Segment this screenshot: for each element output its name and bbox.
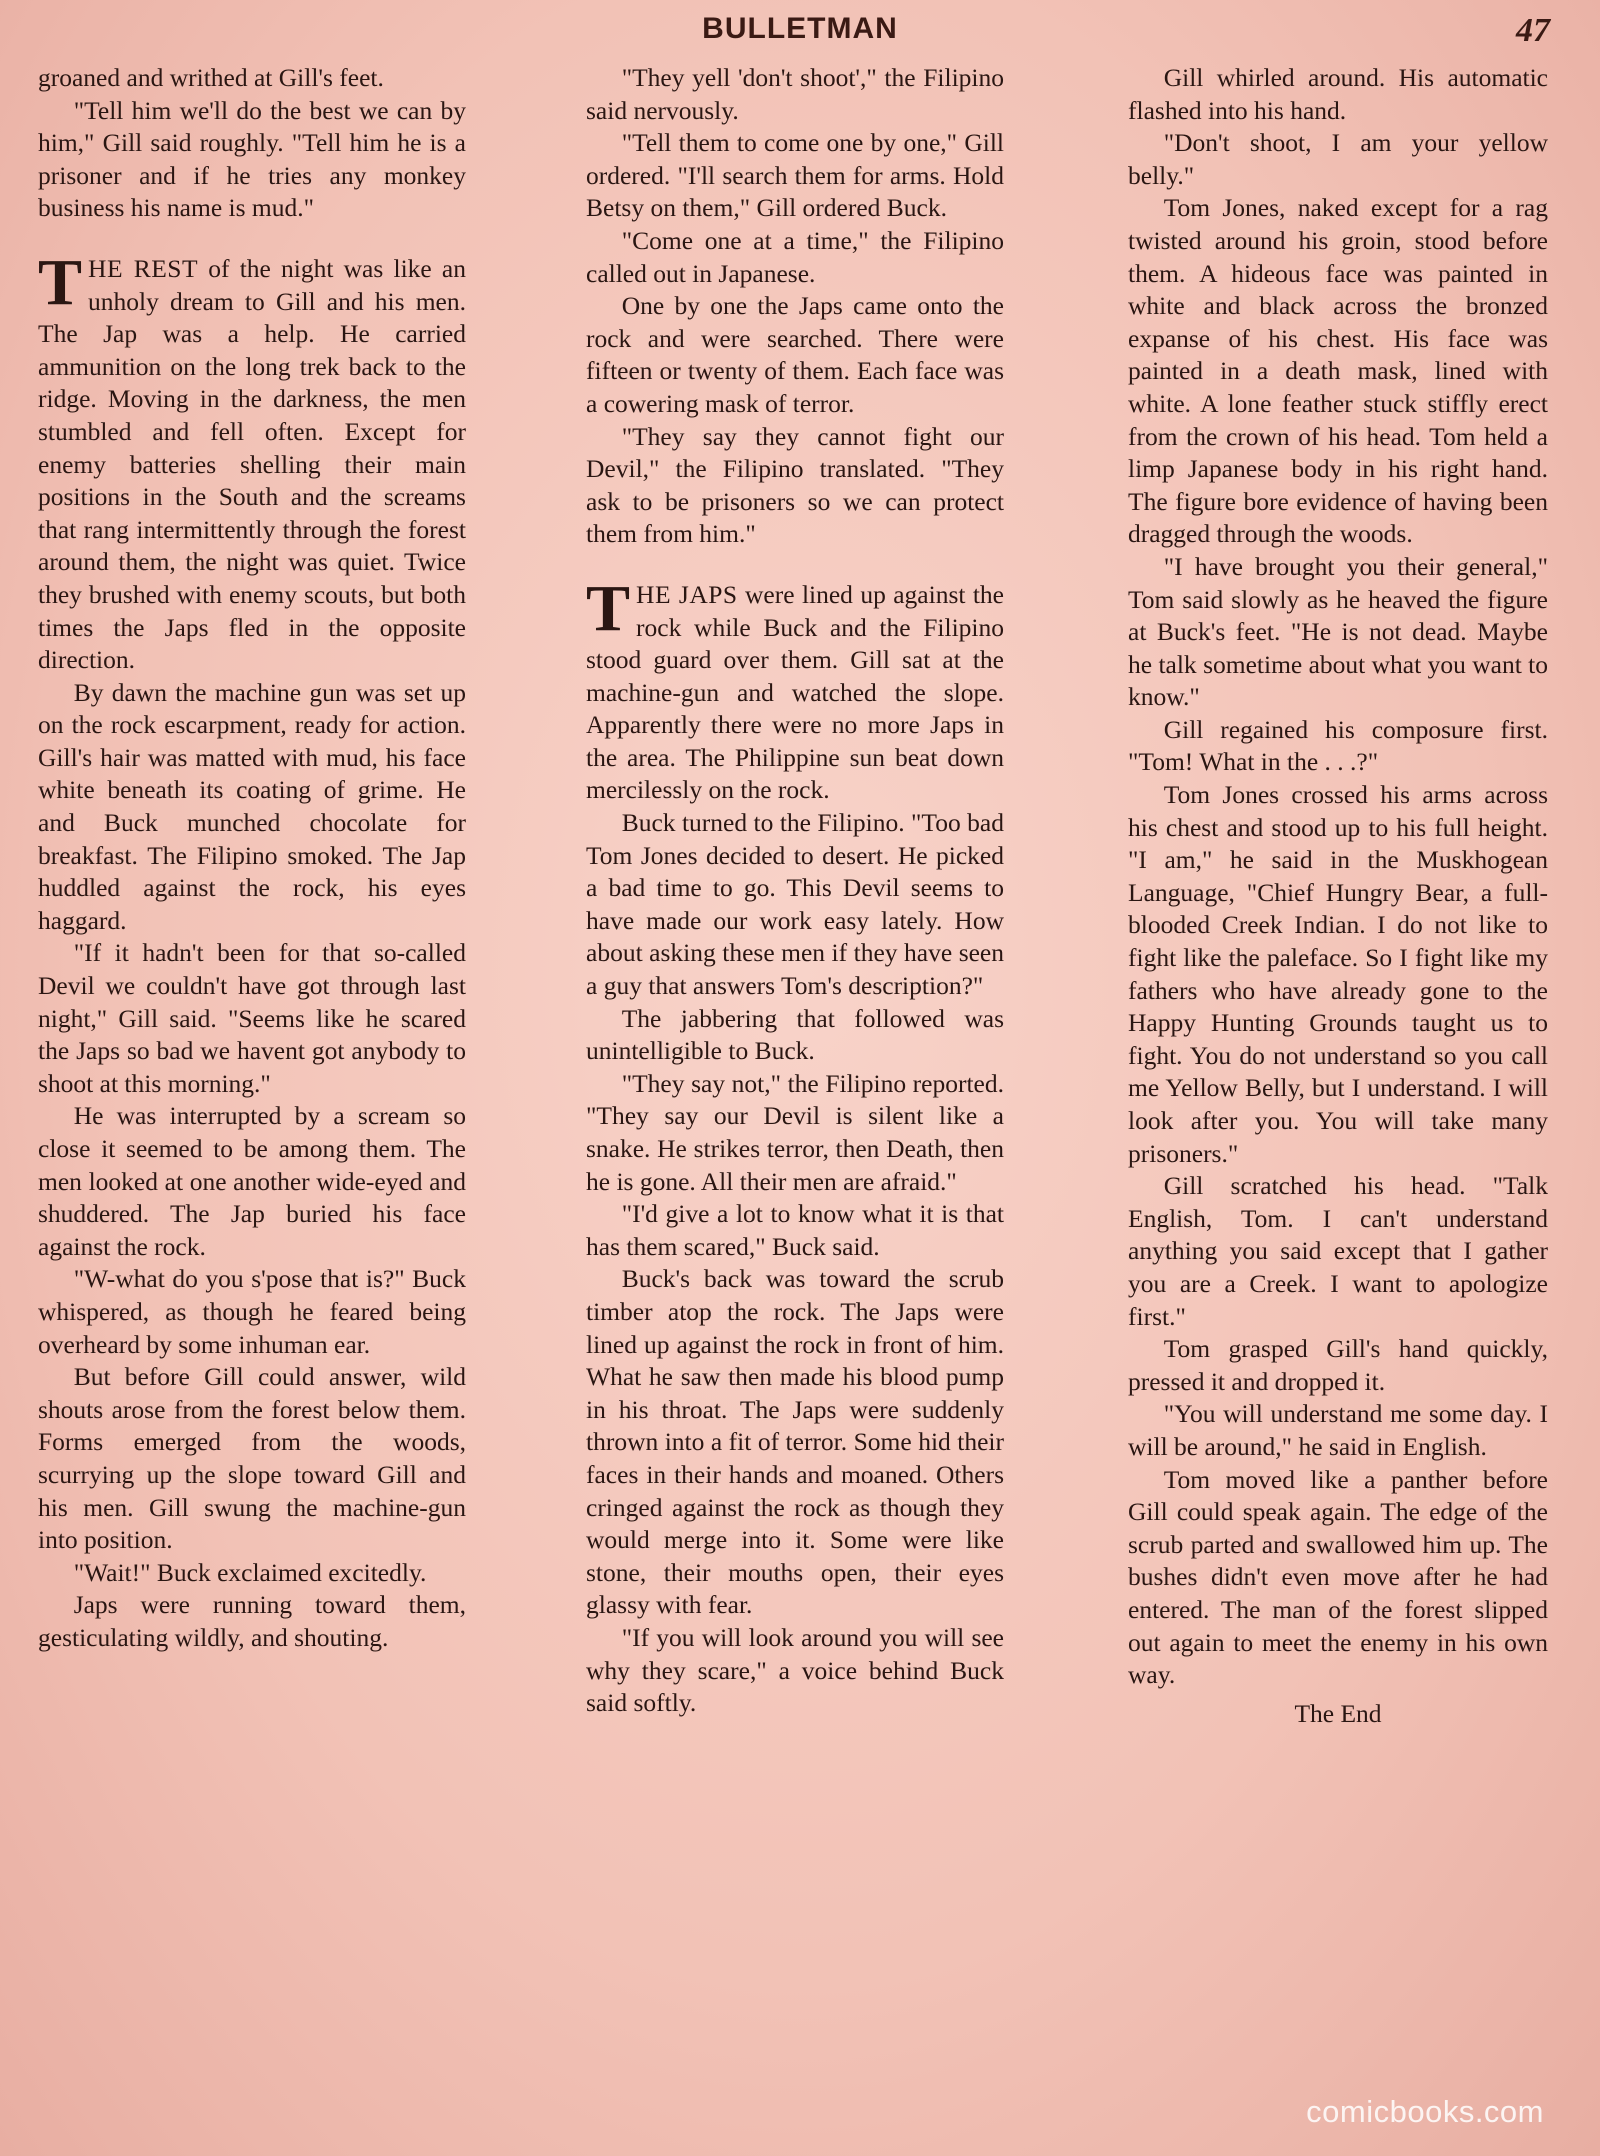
text-column-3 bbox=[1128, 62, 1548, 1730]
paragraph: Japs were running toward them, gesticulating wildly, and shouting. bbox=[38, 1590, 466, 1652]
paragraph: Tom Jones, naked except for a rag twisted around his groin, stood before them. A hideous face was painted in white and black across the bronzed expanse of his chest. His face was painted in a death mask, lined with white. A lone feather stuck stiffly erect from the crown of his head. Tom held a limp Japanese body in his right hand. The figure bore evidence of having been dragged through the woods. bbox=[1128, 193, 1548, 549]
paragraph: The jabbering that followed was unintelligible to Buck. bbox=[586, 1003, 1004, 1066]
paragraph: But before Gill could answer, wild shouts arose from the forest below them. Forms emerged from the woods, scurrying up the slope toward Gill and his men. Gill swung the machine-gun into position. bbox=[38, 1362, 466, 1555]
paragraph: "Don't shoot, I am your yellow belly." bbox=[1128, 128, 1548, 190]
text-column-1 bbox=[38, 62, 466, 1655]
paragraph: Buck turned to the Filipino. "Too bad Tom Jones decided to desert. He picked a bad time to go. This Devil seems to have made our work easy lately. How about asking these men if they have seen a guy that answers Tom's description?" bbox=[586, 808, 1004, 1001]
paragraph: He was interrupted by a scream so close it seemed to be among them. The men looked at one another wide-eyed and shuddered. The Jap buried his face against the rock. bbox=[38, 1101, 466, 1261]
section-opening-paragraph bbox=[38, 245, 466, 677]
paragraph: Tom grasped Gill's hand quickly, pressed it and dropped it. bbox=[1128, 1334, 1548, 1396]
paragraph: "They say they cannot fight our Devil," the Filipino translated. "They ask to be prisoners so we can protect them from him." bbox=[586, 421, 1004, 549]
lead-in-caps: HE JAPS bbox=[636, 579, 738, 609]
paragraph: "I'd give a lot to know what it is that has them scared," Buck said. bbox=[586, 1199, 1004, 1261]
paragraph: One by one the Japs came onto the rock and were searched. There were fifteen or twenty of them. Each face was a cowering mask of terror. bbox=[586, 291, 1004, 418]
site-watermark: comicbooks.com bbox=[1306, 2094, 1544, 2129]
paragraph: "I have brought you their general," Tom said slowly as he heaved the figure at Buck's feet. "He is not dead. Maybe he talk sometime about what you want to know." bbox=[1128, 551, 1548, 712]
paragraph: "W-what do you s'pose that is?" Buck whispered, as though he feared being overheard by some inhuman ear. bbox=[38, 1264, 466, 1359]
paragraph-text: of the night was like an unholy dream to Gill and his men. The Jap was a help. He carried ammunition on the long trek back to the ridge. Moving in the darkness, the men stumbled and fell often. Except for enemy batteries shelling their main positions in the South and the screams that rang intermittently through the forest around them, the night was quiet. Twice they brushed with enemy scouts, but both times the Japs fled in the opposite direction. bbox=[38, 253, 466, 675]
drop-cap: T bbox=[586, 571, 631, 645]
paragraph: "Tell him we'll do the best we can by him," Gill said roughly. "Tell him he is a prisoner and if he tries any monkey business his name is mud." bbox=[38, 95, 466, 223]
running-head: BULLETMAN bbox=[702, 12, 898, 45]
paragraph: groaned and writhed at Gill's feet. bbox=[38, 63, 384, 92]
paragraph: "They yell 'don't shoot'," the Filipino said nervously. bbox=[586, 63, 1004, 125]
paragraph: Buck's back was toward the scrub timber atop the rock. The Japs were lined up against the rock in front of him. What he saw then made his blood pump in his throat. The Japs were suddenly thrown into a fit of terror. Some hid their faces in their hands and moaned. Others cringed against the rock as though they would merge into it. Some were like stone, their mouths open, their eyes glassy with fear. bbox=[586, 1264, 1004, 1620]
paragraph: Gill scratched his head. "Talk English, Tom. I can't understand anything you said except that I gather you are a Creek. I want to apologize first." bbox=[1128, 1171, 1548, 1331]
drop-cap: T bbox=[38, 245, 83, 319]
section-opening-paragraph bbox=[586, 571, 1004, 807]
page-number: 47 bbox=[1516, 12, 1550, 49]
paragraph: "Wait!" Buck exclaimed excitedly. bbox=[73, 1557, 427, 1587]
text-column-2 bbox=[586, 62, 1004, 1720]
paragraph: "If you will look around you will see why they scare," a voice behind Buck said softly. bbox=[586, 1622, 1004, 1718]
paragraph-text: were lined up against the rock while Buck and the Filipino stood guard over them. Gill sat at the machine-gun and watched the slope. Apparently there were no more Japs in the area. The Philippine sun beat down mercilessly on the rock. bbox=[586, 579, 1004, 805]
paragraph: Tom moved like a panther before Gill could speak again. The edge of the scrub parted and swallowed him up. The bushes didn't even move after he had entered. The man of the forest slipped out again to meet the enemy in his own way. bbox=[1128, 1464, 1548, 1690]
paragraph: "Come one at a time," the Filipino called out in Japanese. bbox=[586, 225, 1004, 288]
paragraph: Gill whirled around. His automatic flashed into his hand. bbox=[1128, 63, 1548, 125]
page-header bbox=[0, 12, 1600, 56]
paragraph: "Tell them to come one by one," Gill ordered. "I'll search them for arms. Hold Betsy on them," Gill ordered Buck. bbox=[586, 128, 1004, 223]
paragraph: "If it hadn't been for that so-called Devil we couldn't have got through last night," Gill said. "Seems like he scared the Japs so bad we havent got anybody to shoot at this morning." bbox=[38, 938, 466, 1098]
paragraph: "They say not," the Filipino reported. "They say our Devil is silent like a snake. He strikes terror, then Death, then he is gone. All their men are afraid." bbox=[586, 1068, 1004, 1196]
story-end-marker: The End bbox=[1294, 1698, 1382, 1728]
paragraph: "You will understand me some day. I will be around," he said in English. bbox=[1128, 1399, 1548, 1461]
paragraph: Tom Jones crossed his arms across his chest and stood up to his full height. "I am," he said in the Muskhogean Language, "Chief Hungry Bear, a full-blooded Creek Indian. I do not like to fight like the paleface. So I fight like my fathers who have already gone to the Happy Hunting Grounds taught us to fight. You do not understand so you call me Yellow Belly, but I understand. I will look after you. You will take many prisoners." bbox=[1128, 780, 1548, 1168]
paragraph: Gill regained his composure first. "Tom! What in the . . .?" bbox=[1128, 714, 1548, 777]
lead-in-caps: HE REST bbox=[88, 253, 199, 283]
paragraph: By dawn the machine gun was set up on the rock escarpment, ready for action. Gill's hair was matted with mud, his face white beneath its coating of grime. He and Buck munched chocolate for breakfast. The Filipino smoked. The Jap huddled against the rock, his eyes haggard. bbox=[38, 677, 466, 935]
